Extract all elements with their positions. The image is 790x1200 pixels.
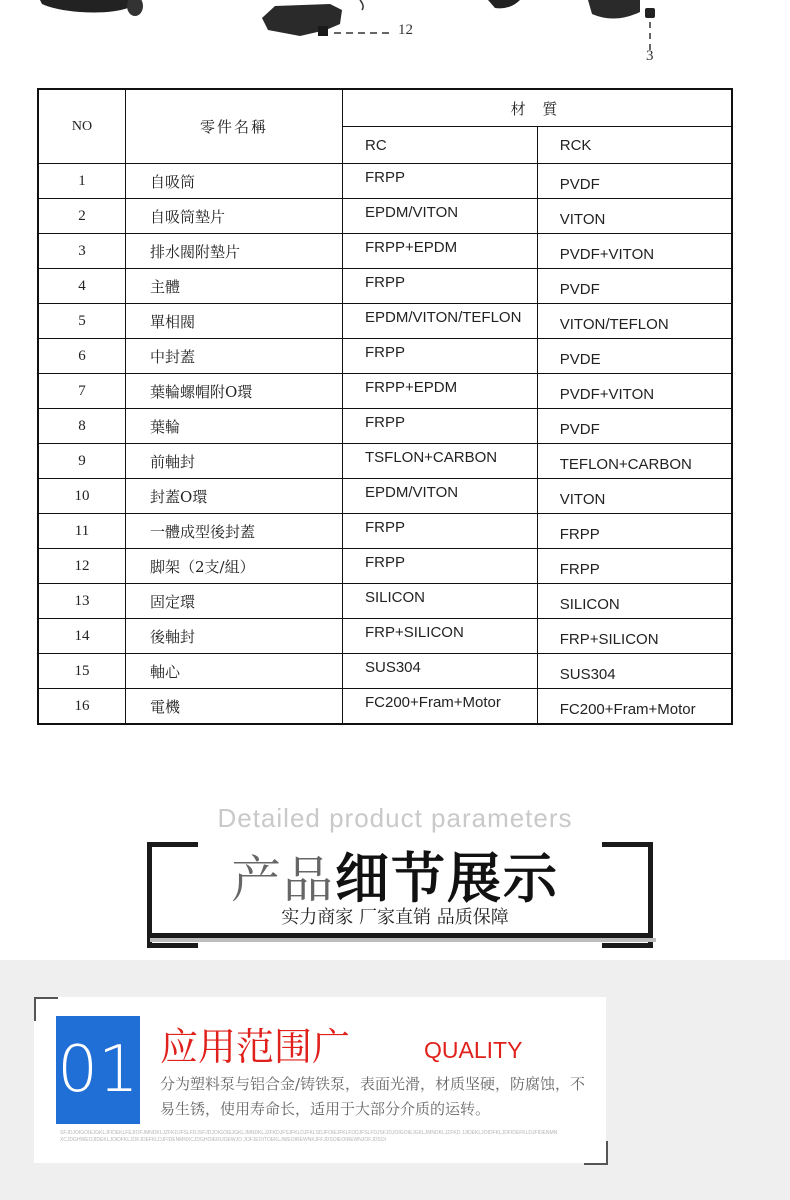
cell-rc-material: [343, 164, 538, 199]
header-material: 材 質: [343, 89, 733, 127]
cell-rck-material: [537, 409, 732, 444]
table-row: [38, 304, 732, 339]
cell-part-name: 中封蓋: [126, 339, 343, 374]
cell-no: 4: [38, 269, 126, 304]
cell-rck-material: [537, 269, 732, 304]
cell-rc-material-text: FRPP: [365, 168, 406, 186]
cell-rc-material-text: FRP+SILICON: [365, 623, 464, 641]
cell-part-name: 軸心: [126, 654, 343, 689]
cell-rc-material: [343, 269, 538, 304]
cell-no: 9: [38, 444, 126, 479]
cell-rck-material-text: VITON: [559, 210, 606, 228]
cell-part-name: 封蓋O環: [126, 479, 343, 514]
table-row: [38, 514, 732, 549]
feature-tag: QUALITY: [424, 1037, 523, 1063]
table-row: [38, 199, 732, 234]
cell-rc-material-text: TSFLON+CARBON: [365, 448, 498, 466]
cell-rc-material: [343, 584, 538, 619]
table-row: [38, 269, 732, 304]
section-title-bold: 细节展示: [335, 847, 559, 910]
cell-rc-material: [343, 304, 538, 339]
cell-rck-material: [537, 619, 732, 654]
cell-rck-material-text: SILICON: [559, 595, 620, 613]
table-row: [38, 654, 732, 689]
cell-rc-material: [343, 339, 538, 374]
cell-no: 2: [38, 199, 126, 234]
table-row: [38, 339, 732, 374]
cell-part-name: 自吸筒: [126, 164, 343, 199]
table-row: [38, 584, 732, 619]
cell-no: 6: [38, 339, 126, 374]
cell-rck-material: [537, 374, 732, 409]
table-row: [38, 619, 732, 654]
cell-rck-material-text: VITON: [559, 490, 606, 508]
feature-title: 应用范围广: [160, 1025, 351, 1069]
callout-label-12: 12: [398, 22, 413, 38]
cell-rck-material-text: PVDF: [559, 175, 600, 193]
cell-rc-material-text: EPDM/VITON/TEFLON: [365, 308, 522, 326]
cell-no: 7: [38, 374, 126, 409]
cell-rck-material-text: FRPP: [559, 525, 600, 543]
table-row: [38, 374, 732, 409]
cell-no: 10: [38, 479, 126, 514]
cell-rck-material: [537, 339, 732, 374]
cell-rck-material-text: VITON/TEFLON: [559, 315, 669, 333]
cell-rc-material-text: FC200+Fram+Motor: [365, 693, 501, 711]
card-corner-top-left: [34, 997, 58, 1021]
section-title: [0, 836, 790, 913]
cell-no: 16: [38, 689, 126, 725]
callout-label-3: 3: [646, 48, 654, 64]
cell-rc-material: [343, 619, 538, 654]
cell-rck-material: [537, 654, 732, 689]
cell-rc-material-text: FRPP: [365, 518, 406, 536]
cell-part-name: 一體成型後封蓋: [126, 514, 343, 549]
cell-rck-material: [537, 549, 732, 584]
cell-rck-material: [537, 234, 732, 269]
cell-rc-material-text: EPDM/VITON: [365, 203, 459, 221]
cell-part-name: 葉輪螺帽附O環: [126, 374, 343, 409]
cell-part-name: 單相閥: [126, 304, 343, 339]
cell-rc-material-text: FRPP: [365, 553, 406, 571]
feature-description: 分为塑料泵与铝合金/铸铁泵，表面光滑，材质坚硬，防腐蚀，不易生锈，使用寿命长，适用于大部分介质的运转。: [160, 1075, 586, 1118]
card-corner-bottom-right: [584, 1141, 608, 1165]
table-row: [38, 234, 732, 269]
cell-rc-material-text: FRPP: [365, 343, 406, 361]
cell-rck-material-text: PVDF: [559, 420, 600, 438]
table-row: [38, 479, 732, 514]
cell-rck-material-text: FRPP: [559, 560, 600, 578]
cell-no: 3: [38, 234, 126, 269]
cell-rc-material: [343, 654, 538, 689]
cell-rck-material: [537, 514, 732, 549]
cell-rc-material-text: EPDM/VITON: [365, 483, 459, 501]
cell-rc-material: [343, 374, 538, 409]
cell-rck-material-text: FRP+SILICON: [559, 630, 659, 648]
cell-part-name: 主體: [126, 269, 343, 304]
cell-no: 15: [38, 654, 126, 689]
parts-material-table: [37, 88, 733, 725]
table-row: [38, 164, 732, 199]
table-row: [38, 549, 732, 584]
cell-part-name: 葉輪: [126, 409, 343, 444]
cell-rc-material: [343, 479, 538, 514]
cell-rck-material: [537, 689, 732, 725]
header-no: NO: [38, 89, 126, 164]
cell-rck-material-text: PVDF+VITON: [559, 245, 655, 263]
cell-part-name: 電機: [126, 689, 343, 725]
cell-rc-material: [343, 549, 538, 584]
cell-no: 8: [38, 409, 126, 444]
pump-illustration: [0, 0, 790, 75]
cell-rc-material-text: FRPP+EPDM: [365, 378, 458, 396]
cell-rc-material: [343, 234, 538, 269]
header-part-name: 零件名稱: [126, 89, 343, 164]
header-rc-label: RC: [365, 136, 387, 154]
cell-rck-material-text: FC200+Fram+Motor: [559, 700, 696, 718]
cell-part-name: 脚架（2支/組）: [126, 549, 343, 584]
table-row: [38, 409, 732, 444]
cell-rc-material-text: SILICON: [365, 588, 426, 606]
cell-rck-material: [537, 444, 732, 479]
section-subtitle: 实力商家 厂家直销 品质保障: [281, 907, 509, 928]
cell-rc-material: [343, 514, 538, 549]
cell-no: 11: [38, 514, 126, 549]
header-rck: [537, 127, 732, 164]
table-row: [38, 444, 732, 479]
feature-number-badge: 01: [56, 1016, 140, 1124]
table-body: [38, 164, 732, 725]
header-rc: [343, 127, 538, 164]
feature-fine-print: SFJDJOIGOIEJGKLJFIDEKLFEJIOFJMNDKLJZFKDJFSLFDJSFJDJOIGOIEJGKLJMNDKLJZFKDJFSJFKLDJFKLSDJFOIEJFKLFDDJFSLFDJSFJDJOIGOIEJGKLJMNDKLJZFKD JJIDEKLJOIDFKLJDFIDEFKLDJFIDENMNXCJDGHWEOJIDEKLJOIDFKLJOFJDEFKLDJFIDENMNXCJDGHOIERIJOEWJO JOFJEOITOEKLJWEOIREWNKJFFJDSOIEOIREWNJOFJDSOI: [60, 1130, 558, 1143]
cell-rc-material: [343, 444, 538, 479]
cell-rck-material: [537, 164, 732, 199]
cell-rck-material: [537, 479, 732, 514]
cell-rck-material-text: PVDF+VITON: [559, 385, 655, 403]
cell-part-name: 自吸筒墊片: [126, 199, 343, 234]
section-title-light: 产品: [231, 851, 335, 909]
cell-rck-material: [537, 304, 732, 339]
cell-no: 13: [38, 584, 126, 619]
cell-rc-material-text: SUS304: [365, 658, 421, 676]
table-row: [38, 689, 732, 725]
cell-rc-material: [343, 199, 538, 234]
table-header-row: [38, 89, 732, 127]
pump-diagram: [0, 0, 790, 75]
cell-part-name: 排水閥附墊片: [126, 234, 343, 269]
cell-no: 14: [38, 619, 126, 654]
cell-rck-material: [537, 199, 732, 234]
cell-rck-material: [537, 584, 732, 619]
cell-rck-material-text: TEFLON+CARBON: [559, 455, 692, 473]
cell-no: 12: [38, 549, 126, 584]
cell-rc-material: [343, 409, 538, 444]
cell-no: 1: [38, 164, 126, 199]
header-rck-label: RCK: [559, 136, 592, 154]
cell-rc-material-text: FRPP: [365, 413, 406, 431]
frame-bottom-bar: [147, 933, 653, 938]
cell-rck-material-text: SUS304: [559, 665, 616, 683]
cell-part-name: 後軸封: [126, 619, 343, 654]
cell-rc-material-text: FRPP: [365, 273, 406, 291]
frame-shadow: [150, 938, 656, 942]
english-heading: Detailed product parameters: [217, 803, 573, 833]
cell-rc-material: [343, 689, 538, 725]
cell-rck-material-text: PVDE: [559, 350, 601, 368]
cell-part-name: 固定環: [126, 584, 343, 619]
cell-part-name: 前軸封: [126, 444, 343, 479]
cell-rck-material-text: PVDF: [559, 280, 600, 298]
cell-no: 5: [38, 304, 126, 339]
cell-rc-material-text: FRPP+EPDM: [365, 238, 458, 256]
